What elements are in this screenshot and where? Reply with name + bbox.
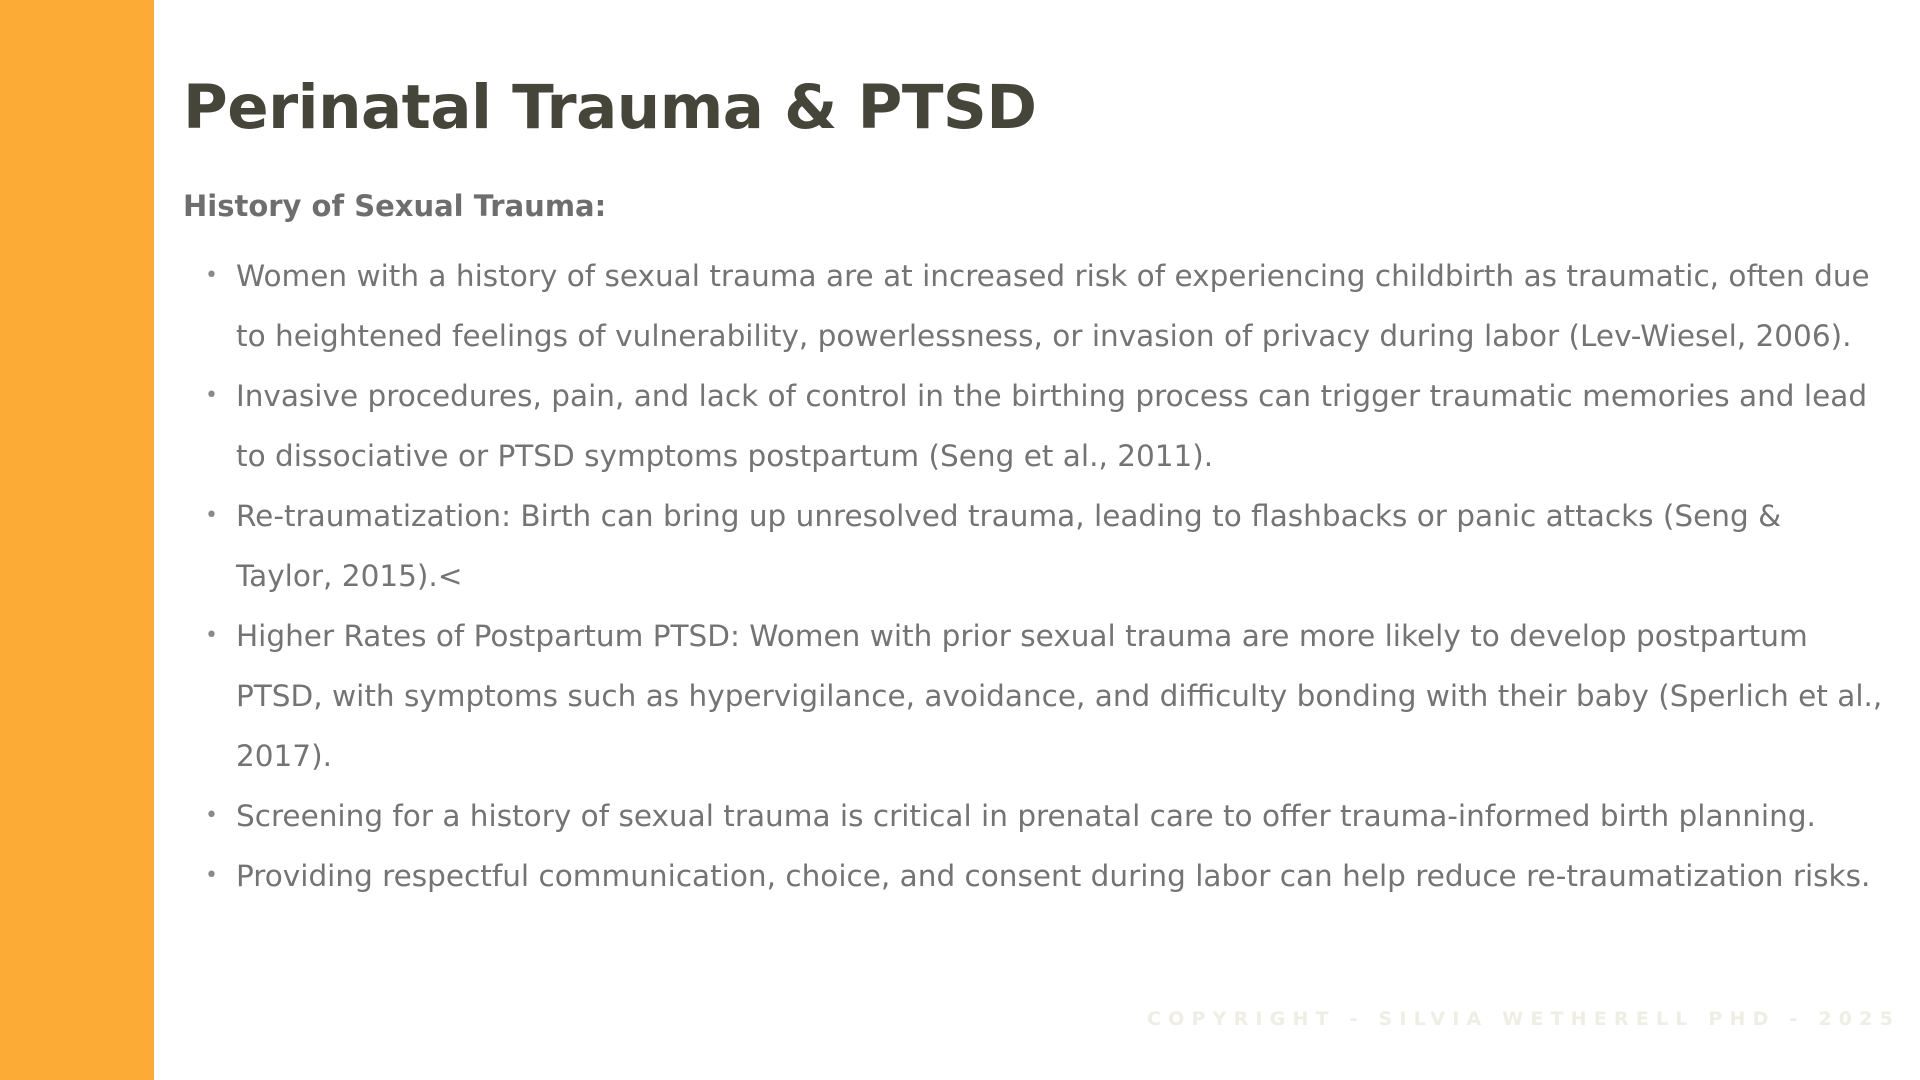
bullet-text: Providing respectful communication, choice, and consent during labor can help reduce re-traumatization risks.	[236, 859, 1871, 893]
bullet-dot-icon: •	[205, 803, 218, 828]
bullet-text: Re-traumatization: Birth can bring up unresolved trauma, leading to flashbacks or panic attacks (Seng & Taylor, 2015).<	[236, 499, 1782, 593]
bullet-text: Women with a history of sexual trauma are at increased risk of experiencing childbirth as traumatic, often due to heightened feelings of vulnerability, powerlessness, or invasion of privacy during labor (Lev-Wiesel, 2006).	[236, 259, 1870, 353]
bullet-text: Higher Rates of Postpartum PTSD: Women with prior sexual trauma are more likely to develop postpartum PTSD, with symptoms such as hypervigilance, avoidance, and difficulty bonding with their baby (Sperlich et al., 2017).	[236, 619, 1883, 773]
bullet-dot-icon: •	[205, 503, 218, 528]
section-heading: History of Sexual Trauma:	[183, 189, 607, 223]
bullet-item	[183, 606, 1883, 786]
bullet-item	[183, 786, 1883, 846]
bullet-dot-icon: •	[205, 383, 218, 408]
accent-bar	[0, 0, 154, 1080]
bullet-dot-icon: •	[205, 623, 218, 648]
bullet-item	[183, 846, 1883, 906]
bullet-list	[183, 246, 1883, 906]
bullet-text: Invasive procedures, pain, and lack of control in the birthing process can trigger traumatic memories and lead to dissociative or PTSD symptoms postpartum (Seng et al., 2011).	[236, 379, 1868, 473]
copyright-footer: COPYRIGHT - SILVIA WETHERELL PHD - 2025	[1147, 1008, 1900, 1030]
slide-content	[183, 70, 1883, 906]
bullet-item	[183, 246, 1883, 366]
bullet-item	[183, 366, 1883, 486]
bullet-dot-icon: •	[205, 863, 218, 888]
bullet-text: Screening for a history of sexual trauma is critical in prenatal care to offer trauma-informed birth planning.	[236, 799, 1816, 833]
bullet-item	[183, 486, 1883, 606]
slide-title: Perinatal Trauma & PTSD	[183, 72, 1037, 143]
bullet-dot-icon: •	[205, 263, 218, 288]
